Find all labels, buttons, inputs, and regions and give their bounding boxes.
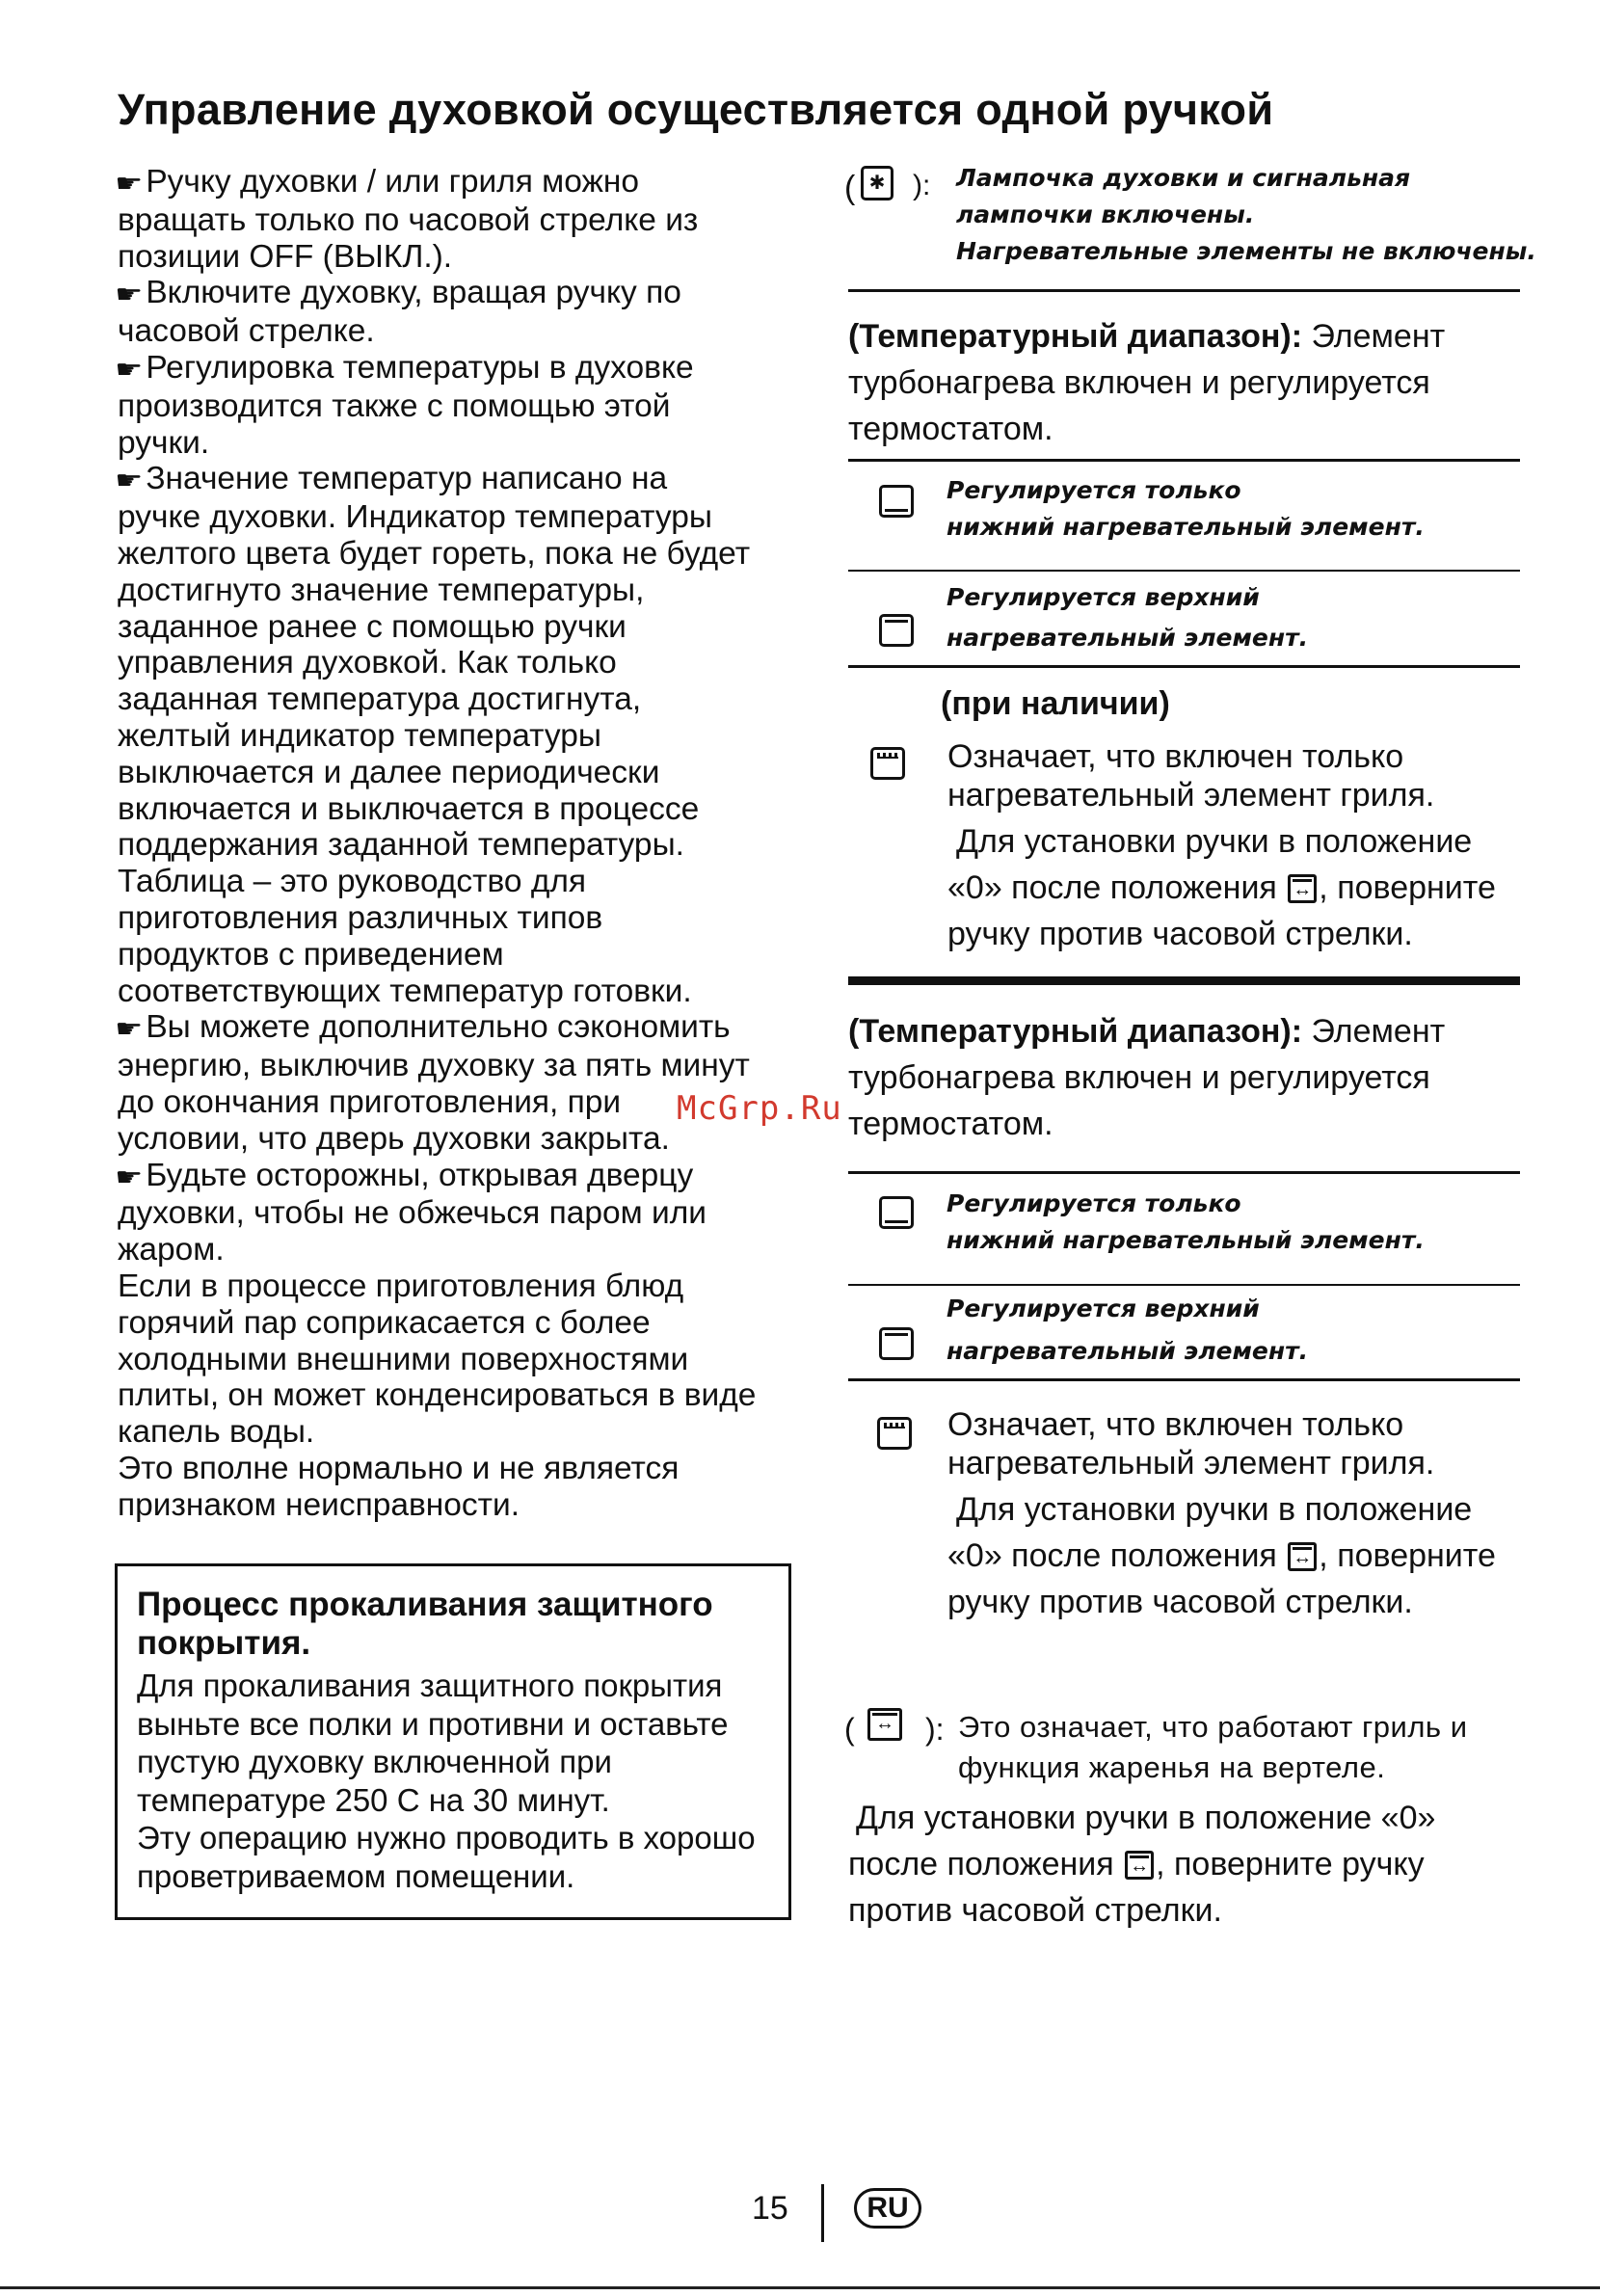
grill-text: нагревательный элемент гриля. [947, 1445, 1435, 1482]
rotisserie-icon [1288, 1542, 1317, 1571]
rotisserie-text: Это означает, что работают гриль и [958, 1710, 1468, 1744]
grill-text: ручку против часовой стрелки. [947, 916, 1413, 952]
text-line: до окончания приготовления, при [118, 1083, 622, 1120]
bullet-line: ☛Регулировка температуры в духовке [118, 350, 783, 388]
box-line: температуре 250 С на 30 минут. [137, 1781, 610, 1818]
bullet-line: ☛Включите духовку, вращая ручку по [118, 275, 783, 313]
footer-separator [821, 2184, 824, 2242]
lamp-icon: ✱ [861, 166, 893, 200]
text-line: управления духовкой. Как только [118, 645, 617, 681]
divider [848, 665, 1520, 668]
text-line: условии, что дверь духовки закрыта. [118, 1120, 670, 1157]
temp-range-line: (Температурный диапазон): Элемент [848, 1013, 1446, 1050]
text-line: ручки. [118, 424, 210, 461]
language-badge: RU [854, 2188, 921, 2229]
rotisserie-note-close: ): [925, 1712, 945, 1747]
divider [848, 459, 1520, 462]
temp-range-line: турбонагрева включен и регулируется [848, 1059, 1430, 1096]
top-heater-text: Регулируется верхний [947, 583, 1260, 611]
box-line: проветриваемом помещении. [137, 1857, 575, 1894]
divider [848, 289, 1520, 292]
grill-text: «0» после положения ↔, поверните [947, 1533, 1496, 1579]
box-heading: Процесс прокаливания защитного [137, 1586, 713, 1623]
left-column [115, 164, 783, 1523]
rotisserie-text: после положения ↔, поверните ручку [848, 1841, 1425, 1887]
top-heater-text: Регулируется верхний [947, 1295, 1260, 1322]
text-line: вращать только по часовой стрелке из [118, 201, 699, 238]
bottom-heater-text: нижний нагревательный элемент. [947, 1226, 1425, 1254]
bottom-heater-text: Регулируется только [947, 476, 1241, 504]
text-line: желтый индикатор температуры [118, 717, 601, 754]
text-line: холодными внешними поверхностями [118, 1341, 689, 1377]
lamp-note-line: Нагревательные элементы не включены. [956, 237, 1536, 265]
pointing-hand-icon: ☛ [115, 466, 144, 495]
text-line: заданное ранее с помощью ручки [118, 608, 627, 645]
text-line: достигнуто значение температуры, [118, 572, 645, 608]
text-line: ручке духовки. Индикатор температуры [118, 499, 712, 536]
bullet-line: ☛Значение температур написано на [118, 461, 783, 499]
lamp-note-open: ( [844, 170, 856, 206]
top-heater-icon [879, 614, 914, 647]
rotisserie-note-icon [866, 1708, 904, 1741]
text-line: Если в процессе приготовления блюд [118, 1268, 684, 1304]
bottom-edge-line [0, 2286, 1600, 2289]
text-line: Это вполне нормально и не является [118, 1450, 680, 1486]
burn-in-box [115, 1563, 791, 1920]
lamp-note-close: ): [913, 170, 931, 201]
if-present-label: (при наличии) [941, 685, 1170, 722]
rotisserie-text: Для установки ручки в положение «0» [856, 1800, 1436, 1836]
grill-icon [877, 1417, 912, 1450]
bottom-heater-text: нижний нагревательный элемент. [947, 513, 1425, 541]
box-line: выньте все полки и противни и оставьте [137, 1705, 729, 1742]
box-line: пустую духовку включенной при [137, 1744, 612, 1779]
pointing-hand-icon: ☛ [115, 169, 144, 198]
top-heater-text: нагревательный элемент. [947, 1337, 1309, 1365]
pointing-hand-icon: ☛ [115, 280, 144, 309]
text-line: часовой стрелке. [118, 313, 375, 350]
text-line: жаром. [118, 1232, 225, 1268]
grill-text: Для установки ручки в положение [956, 1491, 1473, 1528]
grill-text: «0» после положения ↔, поверните [947, 865, 1496, 911]
divider [848, 570, 1520, 572]
divider [848, 1378, 1520, 1381]
text-line: выключается и далее периодически [118, 754, 660, 790]
pointing-hand-icon: ☛ [115, 354, 144, 384]
text-line: приготовления различных типов [118, 899, 603, 936]
text-line: поддержания заданной температуры. [118, 827, 684, 864]
text-line: плиты, он может конденсироваться в виде [118, 1377, 757, 1414]
bullet-line: ☛Будьте осторожны, открывая дверцу [118, 1158, 783, 1196]
grill-text: ручку против часовой стрелки. [947, 1584, 1413, 1620]
text-line: соответствующих температур готовки. [118, 973, 692, 1009]
watermark: McGrp.Ru [677, 1089, 842, 1128]
bottom-heater-icon [879, 485, 914, 518]
text-line: продуктов с приведением [118, 936, 504, 973]
page-number: 15 [752, 2190, 788, 2227]
temp-range-line: (Температурный диапазон): Элемент [848, 318, 1446, 355]
text-line: горячий пар соприкасается с более [118, 1304, 651, 1341]
text-line: капель воды. [118, 1414, 315, 1451]
pointing-hand-icon: ☛ [115, 1014, 144, 1044]
rotisserie-icon [1288, 874, 1317, 903]
pointing-hand-icon: ☛ [115, 1161, 144, 1191]
temp-range-line: термостатом. [848, 1106, 1053, 1142]
bullet-line: ☛Ручку духовки / или гриля можно [118, 164, 783, 202]
box-line: Эту операцию нужно проводить в хорошо [137, 1820, 756, 1855]
text-line: Таблица – это руководство для [118, 864, 587, 900]
grill-text: Для установки ручки в положение [956, 823, 1473, 860]
text-line: включается и выключается в процессе [118, 790, 700, 827]
grill-text: Означает, что включен только [947, 738, 1404, 775]
text-line: энергию, выключив духовку за пять минут [118, 1048, 750, 1084]
divider [848, 1284, 1520, 1286]
bottom-heater-text: Регулируется только [947, 1189, 1241, 1217]
top-heater-icon [879, 1327, 914, 1360]
text-line: духовки, чтобы не обжечься паром или [118, 1195, 707, 1232]
temp-range-line: термостатом. [848, 411, 1053, 447]
text-line: производится также с помощью этой [118, 387, 671, 424]
rotisserie-text: функция жаренья на вертеле. [958, 1750, 1386, 1784]
lamp-note-line: лампочки включены. [956, 200, 1255, 228]
page-title: Управление духовкой осуществляется одной ручкой [118, 85, 1274, 134]
rotisserie-note-open: ( [844, 1712, 855, 1747]
divider [848, 1171, 1520, 1174]
rotisserie-text: против часовой стрелки. [848, 1892, 1222, 1929]
text-line: желтого цвета будет гореть, пока не будет [118, 535, 751, 572]
grill-text: нагревательный элемент гриля. [947, 777, 1435, 814]
lamp-note-line: Лампочка духовки и сигнальная [956, 164, 1411, 192]
box-heading: покрытия. [137, 1624, 311, 1662]
text-line: признаком неисправности. [118, 1486, 520, 1523]
bullet-line: ☛Вы можете дополнительно сэкономить [118, 1009, 783, 1048]
rotisserie-icon [1125, 1851, 1154, 1880]
top-heater-text: нагревательный элемент. [947, 624, 1309, 652]
thick-divider [848, 976, 1520, 985]
text-line: позиции OFF (ВЫКЛ.). [118, 238, 453, 275]
box-line: Для прокаливания защитного покрытия [137, 1668, 723, 1703]
temp-range-line: турбонагрева включен и регулируется [848, 364, 1430, 401]
grill-text: Означает, что включен только [947, 1406, 1404, 1443]
grill-icon [870, 747, 905, 780]
bottom-heater-icon [879, 1196, 914, 1229]
text-line: заданная температура достигнута, [118, 681, 642, 718]
